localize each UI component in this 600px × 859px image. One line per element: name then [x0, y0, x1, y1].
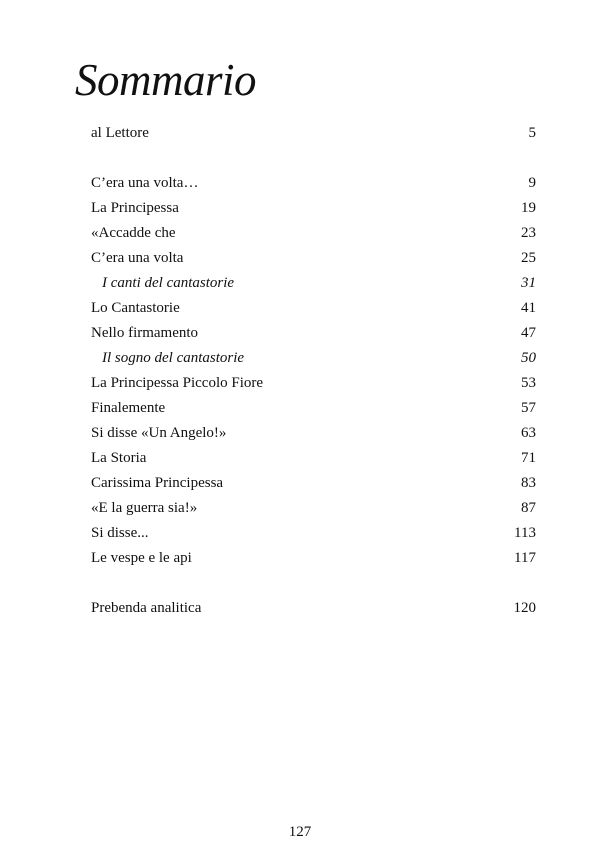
toc-entry-label: C’era una volta… — [91, 175, 199, 191]
toc-entry-label: «E la guerra sia!» — [91, 500, 198, 516]
toc-entry-label: al Lettore — [91, 125, 149, 141]
toc-entry-page: 50 — [521, 350, 536, 366]
toc-entry-label: Nello firmamento — [91, 325, 199, 341]
toc-entry-page: 120 — [513, 600, 536, 616]
toc-entry-accadde-che — [91, 222, 536, 244]
toc-entry-la-principessa-piccolo-fiore — [91, 372, 536, 394]
toc-entry-page: 25 — [521, 250, 536, 266]
toc-entry-page: 9 — [528, 175, 536, 191]
toc-entry-page: 41 — [521, 300, 536, 316]
toc-entry-page: 5 — [528, 125, 536, 141]
toc-entry-la-principessa — [91, 197, 536, 219]
toc-entry-cera-una-volta — [91, 247, 536, 269]
toc-entry-page: 83 — [521, 475, 536, 491]
toc-entry-al-lettore — [91, 122, 536, 144]
toc-entry-page: 53 — [521, 375, 536, 391]
toc-entry-la-storia — [91, 447, 536, 469]
toc-entry-finalemente — [91, 397, 536, 419]
toc-entry-prebenda-analitica — [91, 597, 536, 619]
toc-entry-carissima-principessa — [91, 472, 536, 494]
toc-entry-page: 71 — [521, 450, 536, 466]
toc-entry-label: I canti del cantastorie — [102, 275, 235, 291]
toc-entry-label: Lo Cantastorie — [91, 300, 180, 316]
toc-entry-page: 31 — [521, 275, 536, 291]
toc-entry-label: C’era una volta — [91, 250, 184, 266]
toc-entry-le-vespe-e-le-api — [91, 547, 536, 569]
toc-entry-page: 113 — [514, 525, 536, 541]
toc-subentry-il-sogno-del-cantastorie — [91, 347, 536, 369]
page-number: 127 — [288, 824, 312, 840]
toc-entry-nello-firmamento — [91, 322, 536, 344]
toc-entry-label: Finalemente — [91, 400, 166, 416]
toc-entry-page: 87 — [521, 500, 536, 516]
toc-entry-label: «Accadde che — [91, 225, 176, 241]
toc-subentry-i-canti-del-cantastorie — [91, 272, 536, 294]
toc-entry-label: Si disse... — [91, 525, 149, 541]
toc-entry-label: Le vespe e le api — [91, 550, 192, 566]
toc-entry-si-disse-un-angelo — [91, 422, 536, 444]
toc-entry-page: 63 — [521, 425, 536, 441]
toc-entry-label: Il sogno del cantastorie — [102, 350, 245, 366]
page-title: Sommario — [75, 55, 257, 105]
toc-entry-lo-cantastorie — [91, 297, 536, 319]
toc-entry-si-disse — [91, 522, 536, 544]
toc-entry-page: 57 — [521, 400, 536, 416]
toc-entry-cera-una-volta-ellipsis — [91, 172, 536, 194]
toc-entry-page: 47 — [521, 325, 536, 341]
toc-entry-page: 23 — [521, 225, 536, 241]
toc-entry-e-la-guerra-sia — [91, 497, 536, 519]
toc-entry-label: Prebenda analitica — [91, 600, 202, 616]
toc-entry-label: La Storia — [91, 450, 147, 466]
toc-entry-label: Carissima Principessa — [91, 475, 224, 491]
toc-entry-page: 19 — [521, 200, 536, 216]
toc-entry-label: La Principessa — [91, 200, 179, 216]
toc-entry-label: Si disse «Un Angelo!» — [91, 425, 227, 441]
toc-entry-page: 117 — [514, 550, 536, 566]
toc-entry-label: La Principessa Piccolo Fiore — [91, 375, 264, 391]
table-of-contents — [91, 0, 536, 859]
